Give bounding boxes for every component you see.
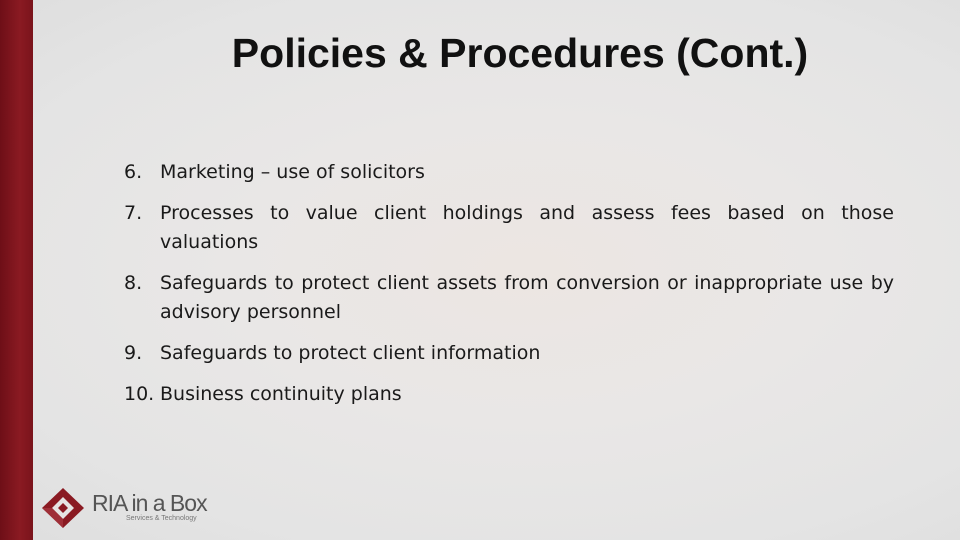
logo-wordmark: RIA in a Box: [92, 490, 207, 516]
diamond-logo-icon: [40, 486, 86, 530]
numbered-list: [124, 158, 894, 421]
list-item-number: 9.: [124, 342, 143, 364]
list-item-number: 6.: [124, 161, 143, 183]
list-item-text: Marketing – use of solicitors: [160, 161, 425, 183]
list-item-text: Safeguards to protect client assets from conversion or inappropriate use by advisory personnel: [160, 272, 894, 323]
list-item: [124, 199, 894, 257]
list-item-text: Business continuity plans: [160, 383, 402, 405]
list-item-number: 7.: [124, 202, 143, 224]
list-item: [124, 269, 894, 327]
list-item: [124, 158, 894, 187]
slide-title: Policies & Procedures (Cont.): [231, 30, 809, 76]
list-item-number: 10.: [124, 383, 155, 405]
list-item-number: 8.: [124, 272, 143, 294]
logo-tagline: Services & Technology: [126, 515, 197, 522]
list-item-text: Safeguards to protect client information: [160, 342, 541, 364]
company-logo: [40, 486, 240, 530]
list-item: [124, 380, 894, 409]
side-accent-bar: [0, 0, 33, 540]
list-item-text: Processes to value client holdings and assess fees based on those valuations: [160, 202, 894, 253]
list-item: [124, 339, 894, 368]
